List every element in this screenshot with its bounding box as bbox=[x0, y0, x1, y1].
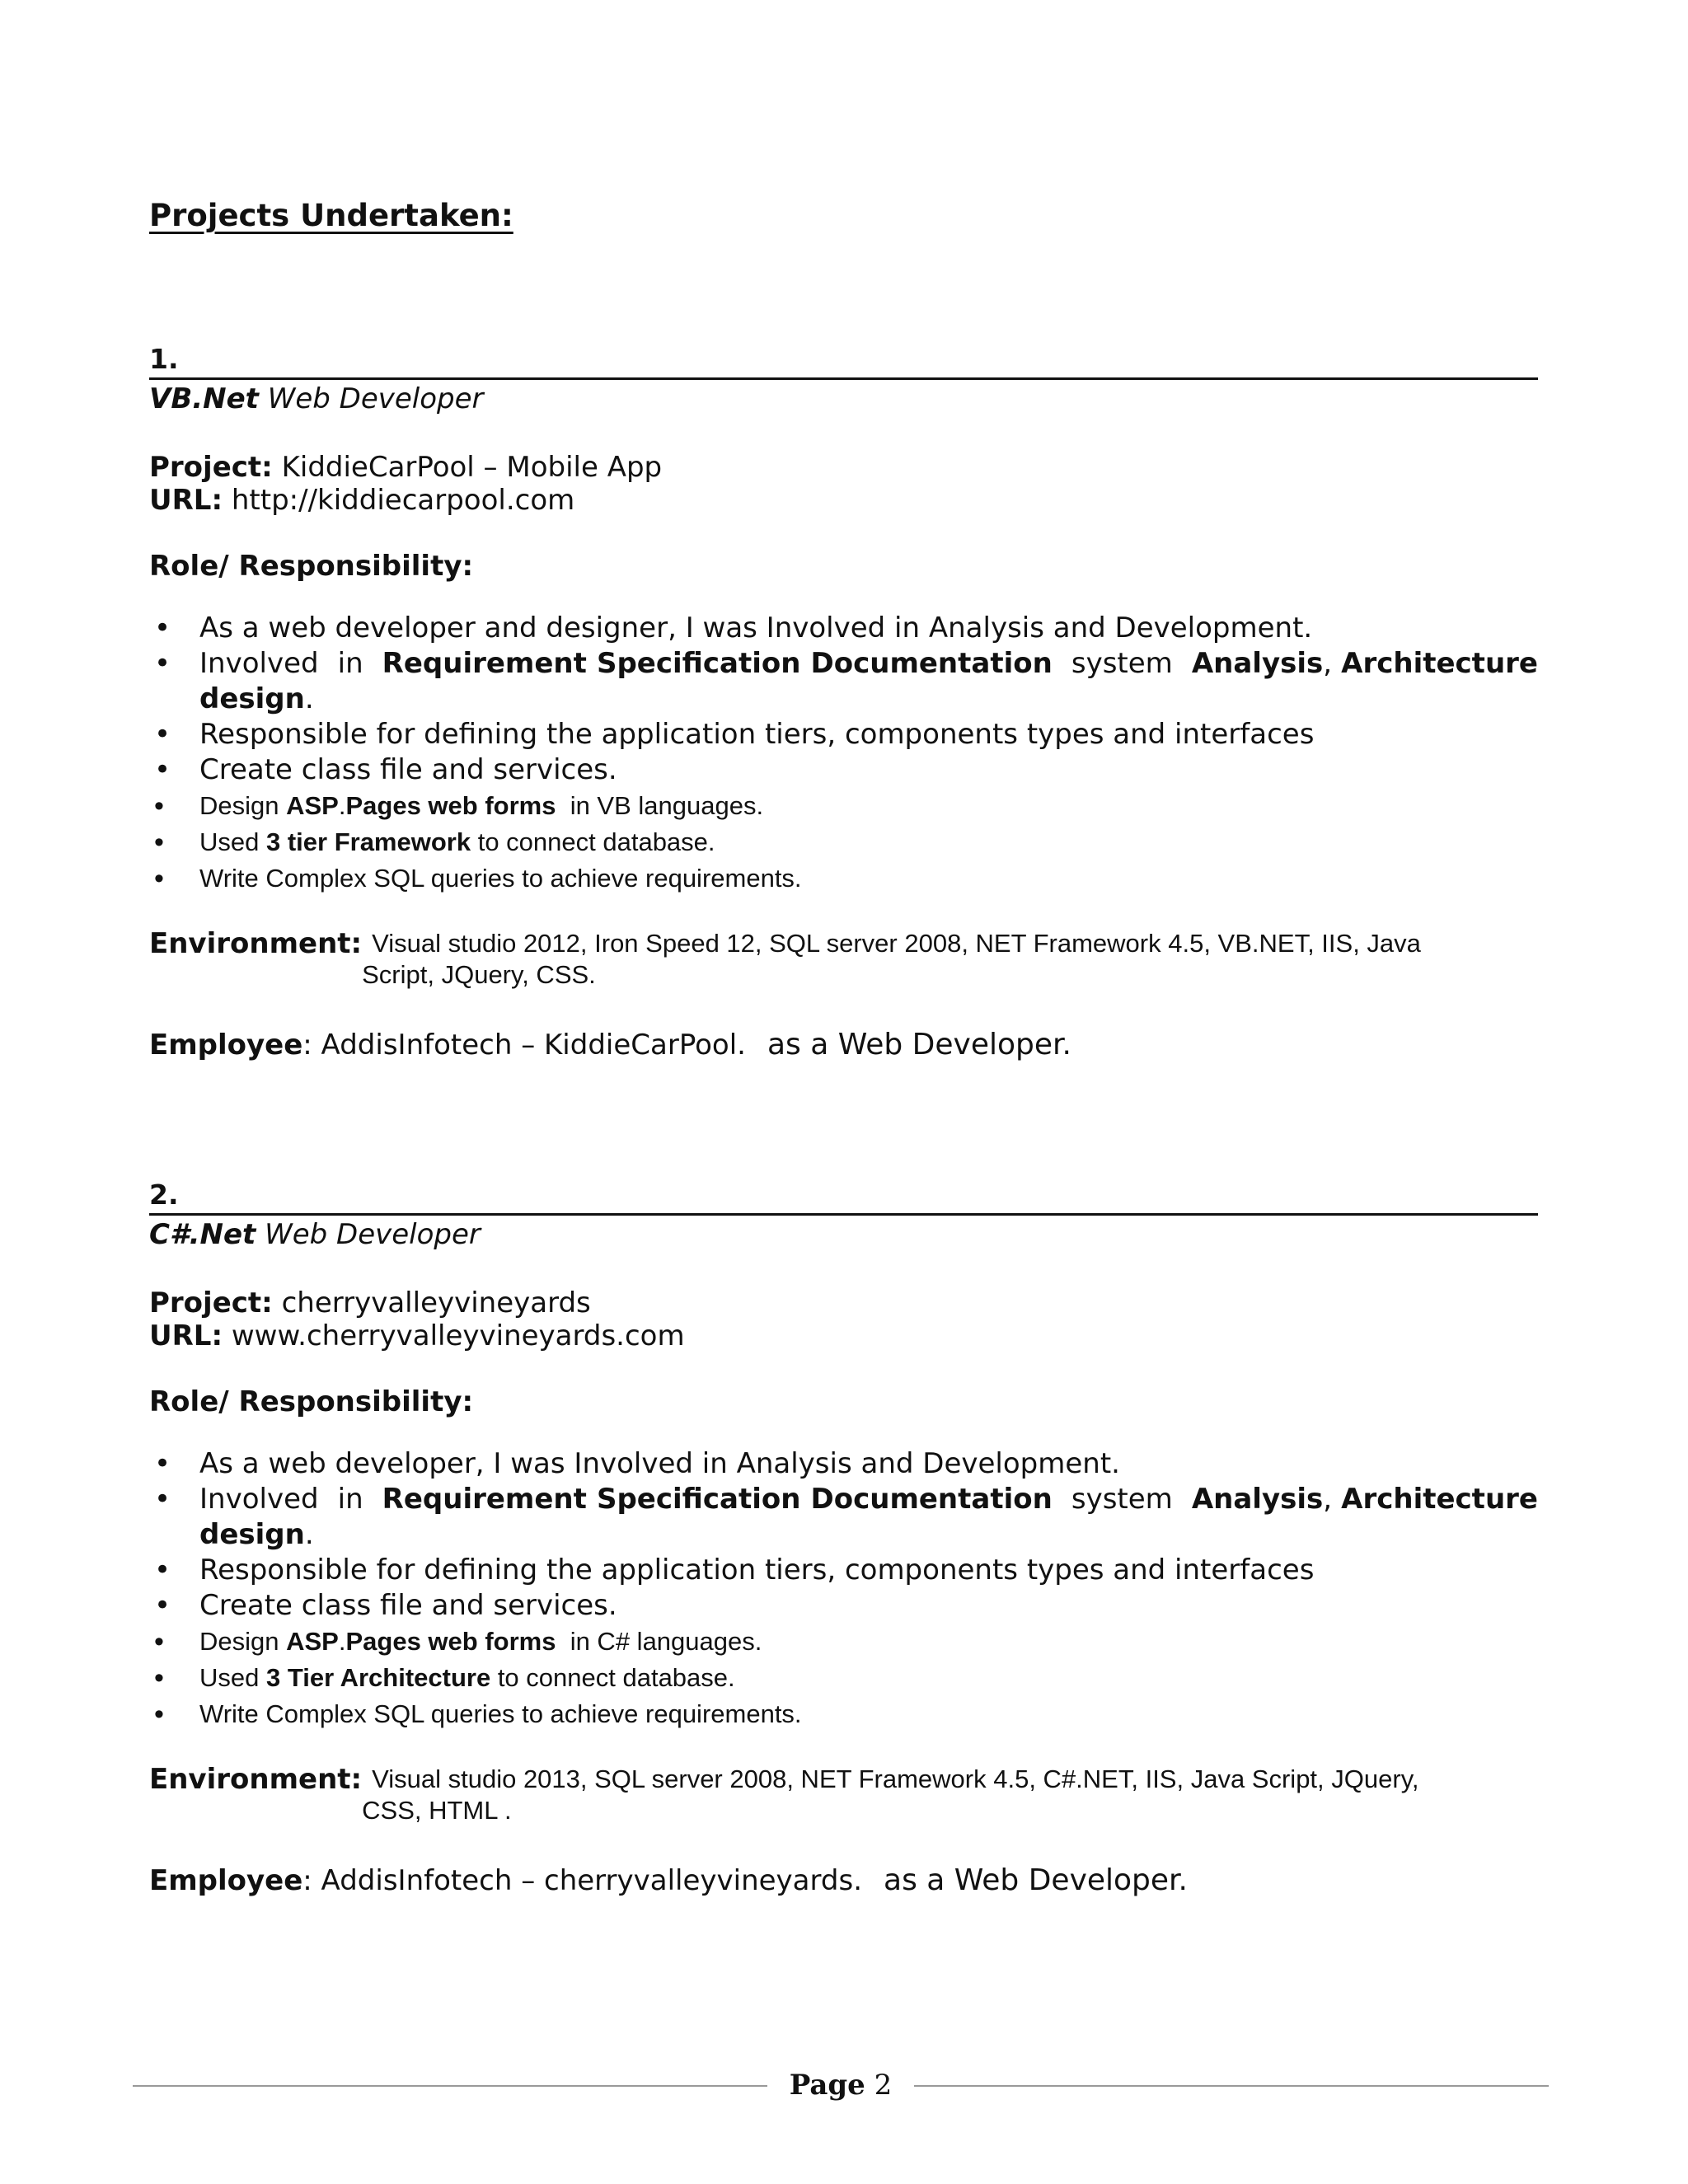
project-url-row: URL: http://kiddiecarpool.com bbox=[149, 484, 575, 517]
page-number: Page 2 bbox=[789, 2069, 893, 2102]
section-heading: Projects Undertaken: bbox=[149, 198, 513, 233]
environment-value: Visual studio 2012, Iron Speed 12, SQL server 2008, NET Framework 4.5, VB.NET, IIS, Java Script, JQuery, CSS. bbox=[362, 929, 1421, 989]
employee-row bbox=[149, 1027, 1538, 1063]
project-role bbox=[149, 380, 1538, 418]
project-number: 1. bbox=[149, 339, 1538, 380]
project-name-row: Project: cherryvalleyvineyards bbox=[149, 1286, 591, 1319]
list-item: • Create class file and services. bbox=[149, 1588, 1538, 1624]
list-item: • Used 3 Tier Architecture to connect database. bbox=[149, 1660, 1538, 1696]
list-item: • Write Complex SQL queries to achieve requirements. bbox=[149, 860, 1538, 897]
project-1 bbox=[149, 339, 1538, 1063]
list-item: • As a web developer and designer, I was Involved in Analysis and Development. bbox=[149, 611, 1538, 646]
employee-row bbox=[149, 1863, 1538, 1899]
employee-tail: as a Web Developer. bbox=[767, 1028, 1071, 1062]
project-tech: VB.Net bbox=[149, 382, 259, 415]
environment-label: Environment: bbox=[149, 927, 363, 960]
page-footer bbox=[133, 2067, 1549, 2103]
project-name: KiddieCarPool – Mobile App bbox=[281, 451, 663, 484]
environment-value: Visual studio 2013, SQL server 2008, NET Framework 4.5, C#.NET, IIS, Java Script, JQuery, CSS, HTML . bbox=[362, 1765, 1419, 1825]
project-2 bbox=[149, 1174, 1538, 1899]
list-item: • Used 3 tier Framework to connect database. bbox=[149, 824, 1538, 860]
project-url: http://kiddiecarpool.com bbox=[231, 484, 575, 517]
project-role-title: Web Developer bbox=[267, 382, 484, 415]
list-item: • Design ASP.Pages web forms in VB languages. bbox=[149, 788, 1538, 824]
employee-tail: as a Web Developer. bbox=[884, 1863, 1188, 1897]
list-item: • As a web developer, I was Involved in Analysis and Development. bbox=[149, 1446, 1538, 1482]
project-number: 2. bbox=[149, 1174, 1538, 1216]
environment-label: Environment: bbox=[149, 1763, 363, 1796]
employee-value: : AddisInfotech – KiddieCarPool. bbox=[302, 1029, 746, 1062]
employee-value: : AddisInfotech – cherryvalleyvineyards. bbox=[302, 1864, 863, 1897]
list-item: • Responsible for defining the application tiers, components types and interfaces bbox=[149, 717, 1538, 752]
list-item: • Involved in Requirement Specification Documentation system Analysis, Architecture design. bbox=[149, 1482, 1538, 1553]
responsibility-list bbox=[149, 611, 1538, 897]
environment-row bbox=[149, 928, 1538, 991]
list-item: • Design ASP.Pages web forms in C# languages. bbox=[149, 1624, 1538, 1660]
responsibility-list bbox=[149, 1446, 1538, 1732]
project-tech: C#.Net bbox=[149, 1218, 256, 1251]
project-url-row: URL: www.cherryvalleyvineyards.com bbox=[149, 1319, 685, 1352]
environment-row bbox=[149, 1764, 1538, 1826]
employee-label: Employee bbox=[149, 1029, 303, 1062]
employee-label: Employee bbox=[149, 1864, 303, 1897]
list-item: • Involved in Requirement Specification Documentation system Analysis, Architecture design. bbox=[149, 646, 1538, 717]
list-item: • Write Complex SQL queries to achieve requirements. bbox=[149, 1696, 1538, 1732]
responsibility-title: Role/ Responsibility: bbox=[149, 1385, 474, 1418]
responsibility-title: Role/ Responsibility: bbox=[149, 550, 474, 583]
footer-rule-right bbox=[914, 2085, 1549, 2087]
list-item: • Responsible for defining the application tiers, components types and interfaces bbox=[149, 1553, 1538, 1588]
project-role-title: Web Developer bbox=[265, 1218, 481, 1251]
project-name: cherryvalleyvineyards bbox=[281, 1286, 591, 1319]
list-item: • Create class file and services. bbox=[149, 752, 1538, 788]
project-role bbox=[149, 1216, 1538, 1254]
project-name-row: Project: KiddieCarPool – Mobile App bbox=[149, 451, 663, 484]
project-url: www.cherryvalleyvineyards.com bbox=[231, 1319, 685, 1352]
